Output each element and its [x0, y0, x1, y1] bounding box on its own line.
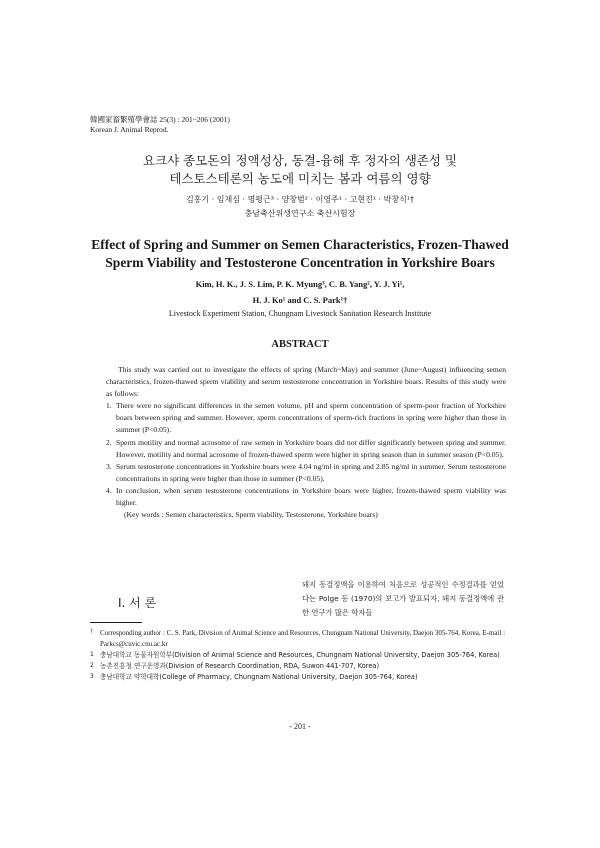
result-text: There were no significant differences in the semen volume, pH and sperm concentration of sperm-poor fraction of Yorkshire boars between spring and summer. However, sperm concentrations of sperm-rich fractions in spring were higher than those in summer (P<0.05).	[116, 401, 506, 435]
korean-affiliation: 충남축산위생연구소 축산시험장	[244, 209, 356, 218]
english-title-line-2: Sperm Viability and Testosterone Concentration in Yorkshire Boars	[105, 255, 495, 270]
journal-citation	[90, 115, 230, 135]
footnote-mark: †	[90, 629, 93, 635]
english-authors-line-2: H. J. Ko¹ and C. S. Park¹†	[252, 295, 348, 305]
result-text: In conclusion, when serum testosterone concentrations in Yorkshire boars were higher, frozen-thawed sperm viability was higher.	[116, 485, 506, 508]
footnote-affiliation-2	[90, 661, 510, 672]
abstract-heading: ABSTRACT	[271, 339, 329, 350]
result-number: 3.	[106, 461, 112, 471]
section-heading-introduction: I. 서 론	[118, 596, 157, 610]
korean-title-line-1: 요크샤 종모돈의 정액성상, 동결-융해 후 정자의 생존성 및	[142, 153, 458, 168]
english-title	[0, 236, 600, 272]
result-item	[106, 485, 506, 509]
english-authors	[0, 276, 600, 308]
english-authors-line-1: Kim, H. K., J. S. Lim, P. K. Myung³, C. B. Yang², Y. J. Yi¹,	[195, 279, 405, 289]
korean-authors: 김홍기 · 임재심 · 명평근³ · 양창범² · 이영주¹ · 고현진¹ · 박창식¹†	[185, 195, 415, 204]
result-text: Serum testosterone concentrations in Yorkshire boars were 4.04 ng/ml in spring and 2.85 ng/ml in summer. Serum testosterone concentrations in spring were higher than those in summer (P<0.05).	[116, 461, 506, 483]
footnotes	[90, 628, 510, 683]
result-number: 1.	[106, 401, 112, 411]
footnote-affiliation-3	[90, 672, 510, 683]
footnote-text: 농촌진흥청 연구운영과(Division of Research Coordination, RDA, Suwon 441-707, Korea)	[100, 662, 380, 670]
journal-citation-en: Korean J. Animal Reprod.	[90, 125, 169, 134]
english-affiliation: Livestock Experiment Station, Chungnam Livestock Sanitation Research Institute	[168, 309, 432, 318]
result-item	[106, 400, 506, 436]
results-list	[106, 400, 506, 509]
korean-title	[0, 152, 600, 188]
abstract-body	[106, 364, 506, 521]
keywords: (Key words : Semen characteristics, Sperm viability, Testosterone, Yorkshire boars)	[124, 510, 378, 520]
result-number: 4.	[106, 485, 112, 495]
footnote-divider	[90, 622, 142, 623]
abstract-intro: This study was carried out to investigate the effects of spring (March~May) and summer (June~August) influencing semen characteristics, frozen-thawed sperm viability and serum testosterone concentration in Yorkshire boars. Results of this study were as follows:	[106, 365, 506, 399]
introduction-text: 돼지 동결정액을 이용하여 처음으로 성공적인 수정결과를 얻었다는 Polge 등 (1970)의 보고가 발표되자, 돼지 동결정액에 관한 연구가 많은 학자들	[302, 580, 504, 617]
footnote-corresponding-author	[90, 628, 510, 650]
korean-title-line-2: 테스토스테론의 농도에 미치는 봄과 여름의 영향	[169, 171, 431, 186]
footnote-text: 충남대학교 동물자원학부(Division of Animal Science and Resources, Chungnam National University, Daejon 305-764, Korea)	[100, 651, 500, 659]
english-title-line-1: Effect of Spring and Summer on Semen Characteristics, Frozen-Thawed	[91, 237, 509, 252]
result-item	[106, 461, 506, 485]
result-item	[106, 437, 506, 461]
footnote-text: Corresponding author : C. S. Park, Division of Animal Science and Resources, Chungnam National University, Daejon 305-764, Korea, E-mail : Parkcs@cuvic.cnu.ac.kr	[100, 629, 506, 648]
footnote-text: 충남대학교 약학대학(College of Pharmacy, Chungnam National University, Daejon 305-764, Korea)	[100, 673, 418, 681]
footnote-mark: 3	[90, 673, 94, 680]
page-number: - 201 -	[289, 722, 311, 731]
footnote-mark: 1	[90, 651, 94, 658]
result-text: Sperm motility and normal acrosome of raw semen in Yorkshire boars did not differ significantly between spring and summer. However, motility and normal acrosome of frozen-thawed sperm were higher in spring season than in summer season (P<0.05).	[116, 437, 506, 459]
result-number: 2.	[106, 437, 112, 447]
footnote-affiliation-1	[90, 650, 510, 661]
journal-citation-kr: 韓國家畜繁殖學會誌 25(3) : 201~206 (2001)	[90, 115, 230, 124]
footnote-mark: 2	[90, 662, 94, 669]
